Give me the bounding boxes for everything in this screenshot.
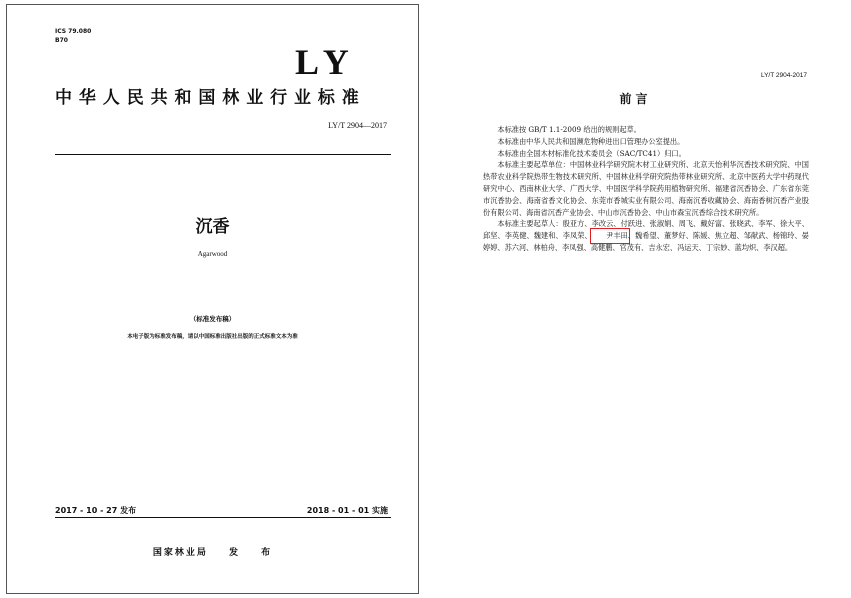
authors-text-before: 本标准主要起草人：殷亚方、李改云、付跃进、张淑娟、周飞、戴好富、张晓武、李军、徐大平、邱坚、李英健、魏建和、李凤荣、 — [483, 219, 809, 241]
divider-bottom — [55, 517, 391, 518]
release-note: （标准发布稿） — [189, 315, 236, 323]
ics-code: ICS 79.080 — [55, 28, 92, 35]
document-title: 沉香 — [195, 217, 230, 237]
preface-paragraph: 本标准由中华人民共和国濒危物种进出口管理办公室提出。 — [497, 136, 685, 146]
preface-page — [420, 0, 851, 598]
preface-paragraph: 本标准主要起草单位：中国林业科学研究院木材工业研究所、北京天怡利华沉香技术研究院、中国热带农业科学院热带生物技术研究所、中国林业科学研究院热带林业研究所、北京中医药大学中药现代研究中心、西南林业大学、广西大学、中国医学科学院药用植物研究所、福建省沉香协会、广东省东莞市沉香协会、海南省香文化协会、东莞市香城实业有限公司、海南沉香收藏协会、海南香树沉香产业股份有限公司、海南省沉香产业协会、中山市沉香协会、中山市森宝沉香综合技术研究所。 — [483, 160, 809, 217]
ccs-code: B70 — [55, 37, 68, 44]
classification-codes — [55, 27, 91, 45]
ly-logo: LY — [295, 42, 356, 82]
authors-paragraph — [483, 218, 809, 253]
authors-text-after: 、魏希望、董梦好、陈媛、焦立超、邹献武、杨锦玲、晏婷婷、苏六河、林柏舟、李凤强、高健鹏、官茂有、吉永宏、冯运天、丁宗妙、蓝均炽、李汉超。 — [483, 231, 809, 252]
cover-page — [6, 4, 419, 594]
highlighted-author: 尹丰田 — [592, 230, 628, 242]
preface-paragraph: 本标准由全国木材标准化技术委员会（SAC/TC41）归口。 — [497, 148, 686, 158]
implementation-date: 2018 - 01 - 01 实施 — [306, 506, 388, 515]
standard-code: LY/T 2904—2017 — [328, 121, 387, 130]
page-header-code: LY/T 2904-2017 — [760, 72, 807, 79]
standard-name: 中华人民共和国林业行业标准 — [55, 88, 366, 108]
preface-paragraph: 本标准按 GB/T 1.1-2009 给出的规则起草。 — [497, 125, 641, 134]
issue-date: 2017 - 10 - 27 发布 — [55, 506, 137, 515]
document-title-en: Agarwood — [197, 250, 228, 258]
preface-title: 前言 — [619, 92, 652, 106]
publisher: 国家林业局 发 布 — [152, 548, 273, 558]
preface-body — [483, 124, 809, 254]
disclaimer: 本电子版为标准发布稿，请以中国标准出版社出版的正式标准文本为准 — [127, 334, 298, 340]
divider-top — [55, 154, 391, 155]
